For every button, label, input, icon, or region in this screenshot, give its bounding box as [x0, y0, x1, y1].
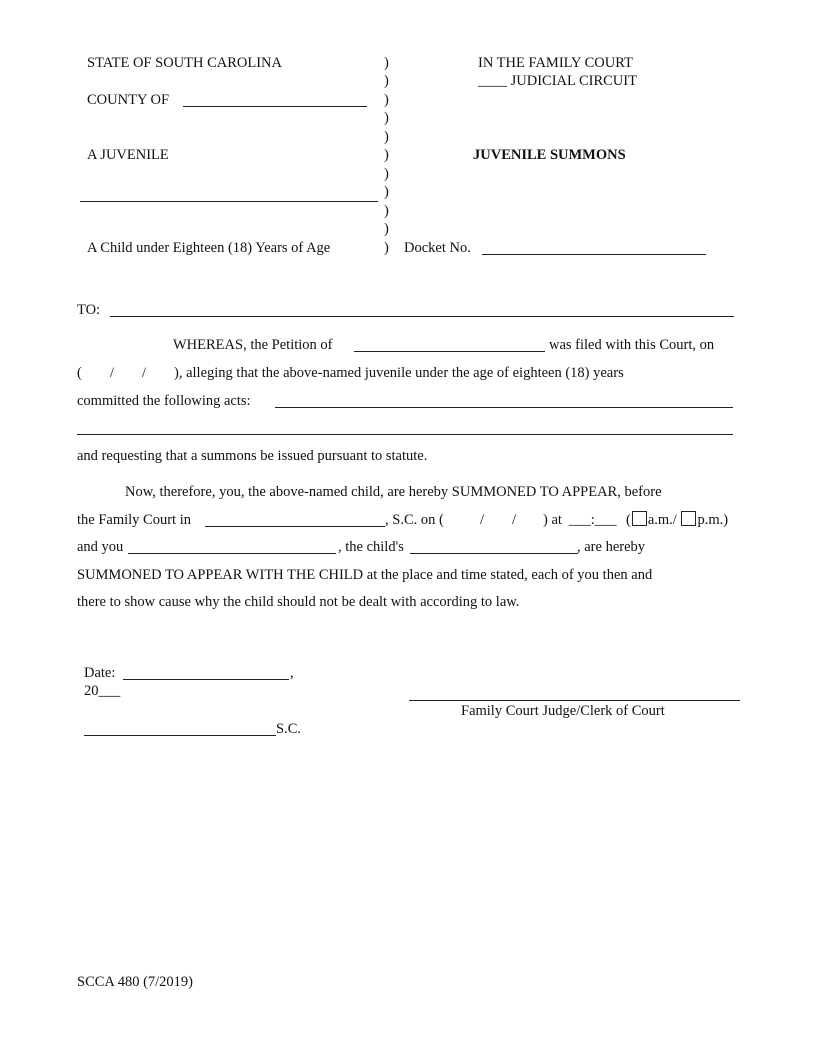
hearing-date-slash: /: [512, 512, 517, 528]
county-label: COUNTY OF: [87, 92, 170, 108]
family-court-in-text: the Family Court in: [77, 512, 191, 528]
sc-on-text: , S.C. on (: [385, 512, 444, 528]
filed-text: was filed with this Court, on: [549, 337, 715, 353]
signature-line[interactable]: [409, 700, 740, 701]
are-hereby-text: , are hereby: [577, 539, 646, 555]
requesting-text: and requesting that a summons be issued pursuant to statute.: [77, 448, 428, 464]
hearing-date-slash: /: [480, 512, 485, 528]
circuit-label: JUDICIAL CIRCUIT: [510, 73, 637, 89]
docket-label: Docket No.: [404, 240, 471, 256]
at-text: ) at: [543, 512, 562, 528]
signing-location-field[interactable]: [84, 735, 276, 736]
document-title: JUVENILE SUMMONS: [473, 147, 626, 163]
caption-paren: ): [384, 184, 389, 200]
caption-paren: ): [384, 221, 389, 237]
caption-paren: ): [384, 166, 389, 182]
filed-date-slash: /: [142, 365, 147, 381]
court-location-field[interactable]: [205, 526, 385, 527]
caption-paren: ): [384, 92, 389, 108]
child-under-label: A Child under Eighteen (18) Years of Age: [87, 240, 331, 256]
am-pm-choice: [626, 511, 728, 529]
judge-clerk-label: Family Court Judge/Clerk of Court: [461, 703, 665, 719]
state-label: STATE OF SOUTH CAROLINA: [87, 55, 282, 71]
relationship-field[interactable]: [410, 553, 578, 554]
acts-field-1[interactable]: [275, 407, 733, 408]
form-id: SCCA 480 (7/2019): [77, 974, 194, 990]
time-open-paren: (: [626, 512, 631, 528]
caption-paren: ): [384, 55, 389, 71]
pm-checkbox[interactable]: [681, 511, 696, 526]
parent-name-field[interactable]: [128, 553, 336, 554]
signature-date-field[interactable]: [123, 679, 289, 680]
circuit-line: [478, 72, 637, 90]
pm-label: p.m.): [697, 512, 729, 528]
summoned-with-child-text: SUMMONED TO APPEAR WITH THE CHILD at the place and time stated, each of you then and: [77, 567, 653, 583]
now-therefore-text: Now, therefore, you, the above-named child, are hereby SUMMONED TO APPEAR, before: [125, 484, 662, 500]
filed-date-slash: /: [110, 365, 115, 381]
caption-paren: ): [384, 203, 389, 219]
docket-number-field[interactable]: [482, 254, 706, 255]
committed-text: committed the following acts:: [77, 393, 251, 409]
to-label: TO:: [77, 302, 101, 318]
alleging-text: ), alleging that the above-named juvenile under the age of eighteen (18) years: [174, 365, 624, 381]
acts-field-2[interactable]: [77, 434, 733, 435]
caption-paren: ): [384, 73, 389, 89]
am-label: a.m./: [647, 512, 677, 528]
caption-paren: ): [384, 129, 389, 145]
caption-paren: ): [384, 240, 389, 256]
court-label: IN THE FAMILY COURT: [478, 55, 633, 71]
whereas-text: WHEREAS, the Petition of: [173, 337, 333, 353]
childs-text: , the child's: [338, 539, 404, 555]
hearing-time-field[interactable]: ___:___: [569, 512, 617, 528]
sc-label: S.C.: [276, 721, 301, 737]
to-field[interactable]: [110, 316, 734, 317]
date-label: Date:: [84, 665, 116, 681]
caption-paren: ): [384, 110, 389, 126]
circuit-number-field[interactable]: ____: [478, 73, 507, 89]
juvenile-name-field[interactable]: [80, 201, 378, 202]
date-comma: ,: [290, 665, 294, 681]
caption-paren: ): [384, 147, 389, 163]
show-cause-text: there to show cause why the child should not be dealt with according to law.: [77, 594, 520, 610]
juvenile-label: A JUVENILE: [87, 147, 169, 163]
county-field[interactable]: [183, 106, 367, 107]
filed-date-open: (: [77, 365, 82, 381]
petitioner-field[interactable]: [354, 351, 545, 352]
year-field[interactable]: 20___: [84, 683, 121, 699]
and-you-text: and you: [77, 539, 124, 555]
am-checkbox[interactable]: [632, 511, 647, 526]
